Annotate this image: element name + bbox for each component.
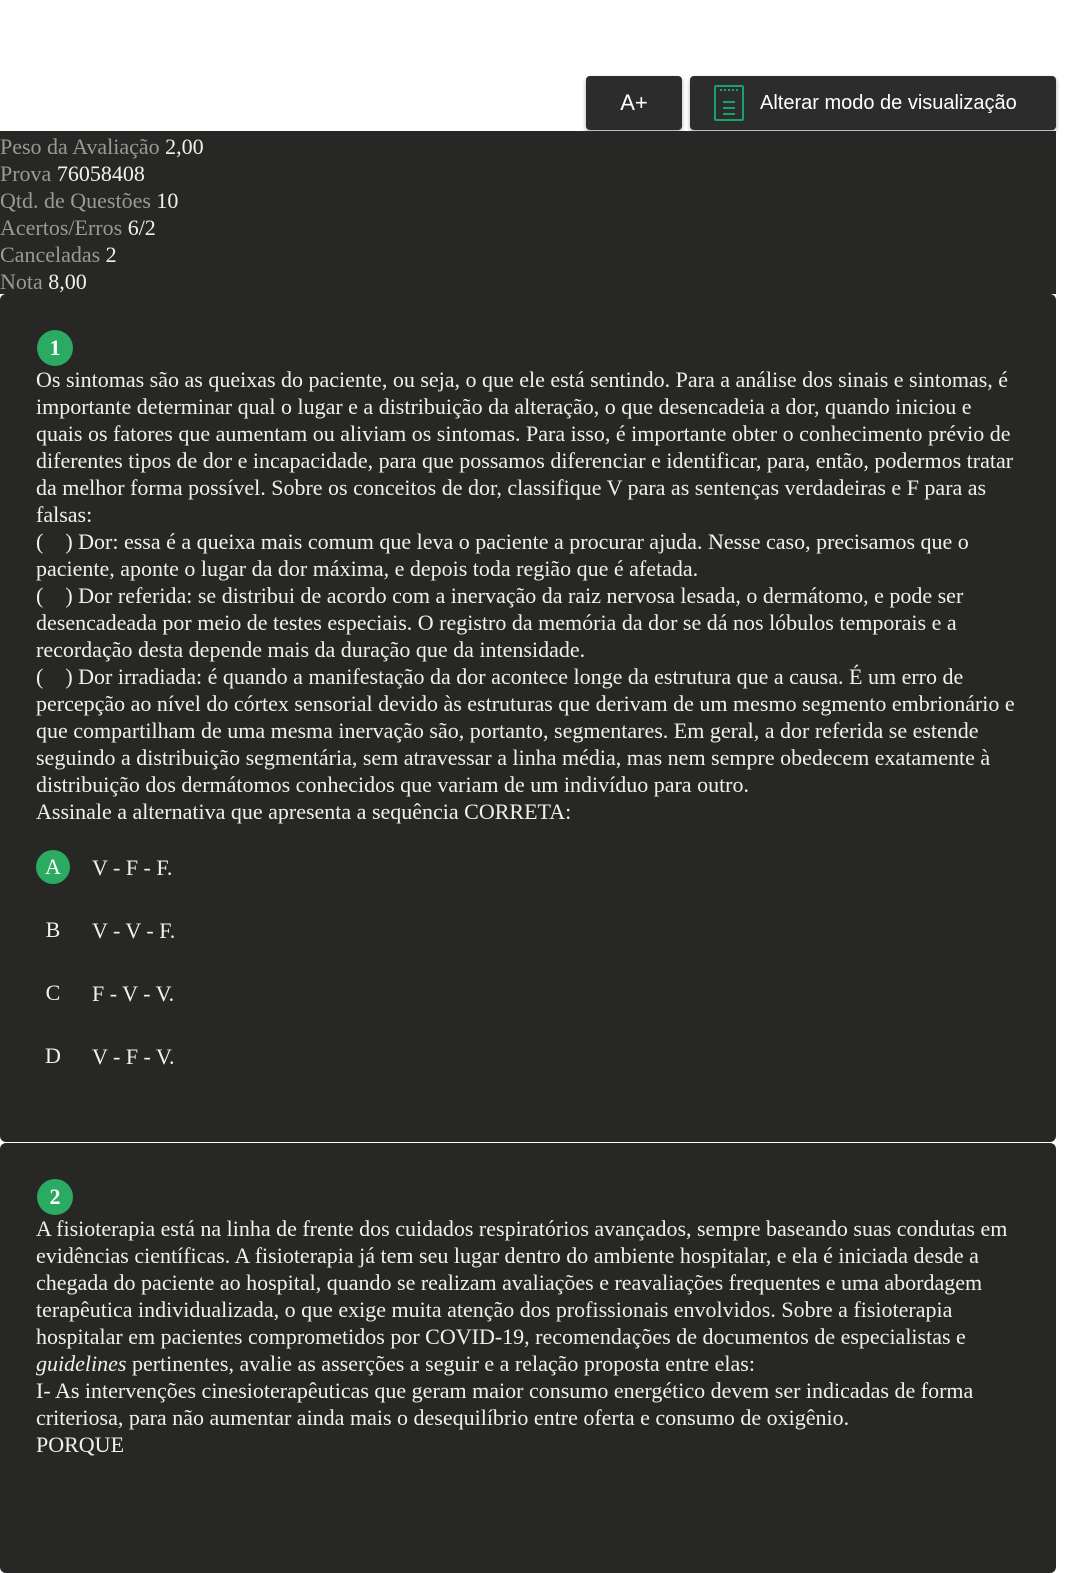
question-card-2 <box>0 1143 1056 1573</box>
summary-row-exam: Prova 76058408 <box>0 161 145 186</box>
option-letter: D <box>45 1042 61 1068</box>
question-intro: A fisioterapia está na linha de frente dos cuidados respiratórios avançados, sempre baseando suas condutas em evidências científicas. A fisioterapia já tem seu lugar dentro do ambiente hospitalar, e ela é iniciada desde a chegada do paciente ao hospital, quando se realizam avaliações e reavaliações frequentes e uma abordagem terapêutica individualizada, o que exige muita atenção dos profissionais envolvidos. Sobre a fisioterapia hospitalar em pacientes comprometidos por COVID-19, recomendações de documentos de especialistas e guidelines pertinentes, avalie as asserções a seguir e a relação proposta entre elas: <box>36 1216 1008 1376</box>
summary-row-weight: Peso da Avaliação 2,00 <box>0 134 204 159</box>
summary-row-cancelled: Canceladas 2 <box>0 242 117 267</box>
question-paragraph: Os sintomas são as queixas do paciente, ou seja, o que ele está sentindo. Para a análise dos sinais e sintomas, é importante determinar qual o lugar e a distribuição da alteração, o que desencadeia a dor, quando iniciou e quais os fatores que aumentam ou aliviam os sintomas. Para isso, é importante obter o conhecimento prévio de diferentes tipos de dor e incapacidade, para que possamos diferenciar e identificar, para, então, podermos tratar da melhor forma possível. Sobre os conceitos de dor, classifique V para as sentenças verdadeiras e F para as falsas: <box>36 367 1014 527</box>
option-letter: B <box>45 916 61 942</box>
option-c[interactable] <box>36 969 1020 1032</box>
summary-row-question-count: Qtd. de Questões 10 <box>0 188 179 213</box>
question-statement <box>36 366 1020 825</box>
document-view-icon <box>714 85 744 121</box>
option-d[interactable] <box>36 1032 1020 1095</box>
question-number-badge: 1 <box>37 330 73 366</box>
option-letter-correct: A <box>36 850 70 884</box>
option-letter: C <box>45 979 61 1005</box>
answer-options <box>36 843 1020 1095</box>
font-size-increase-button[interactable]: A+ <box>586 76 682 130</box>
question-paragraph: Assinale a alternativa que apresenta a sequência CORRETA: <box>36 799 572 824</box>
option-a[interactable] <box>36 843 1020 906</box>
summary-row-hits-errors: Acertos/Erros 6/2 <box>0 215 156 240</box>
assertion-1: I- As intervenções cinesioterapêuticas que geram maior consumo energético devem ser indicadas de forma criteriosa, para não aumentar ainda mais o desequilíbrio entre oferta e consumo de oxigênio. <box>36 1378 974 1430</box>
view-mode-button[interactable] <box>690 76 1056 130</box>
question-card-1 <box>0 294 1056 1142</box>
exam-summary <box>0 131 1056 294</box>
italic-term: guidelines <box>36 1351 127 1376</box>
summary-row-grade: Nota 8,00 <box>0 269 87 294</box>
question-paragraph: ( ) Dor irradiada: é quando a manifestação da dor acontece longe da estrutura que a causa. É um erro de percepção ao nível do córtex sensorial devido às estruturas que derivam de um mesmo segmento embrionário e que compartilham de uma mesma inervação são, portanto, segmentares. Em geral, a dor referida se estende seguindo a distribuição segmentária, sem atravessar a linha média, mas nem sempre obedecem exatamente à distribuição dos dermátomos conhecidos que variam de um indivíduo para outro. <box>36 664 1021 797</box>
question-statement <box>36 1215 1020 1458</box>
question-paragraph: ( ) Dor: essa é a queixa mais comum que leva o paciente a procurar ajuda. Nesse caso, precisamos que o paciente, aponte o lugar da dor máxima, e depois toda região que é afetada. <box>36 529 975 581</box>
option-b[interactable] <box>36 906 1020 969</box>
option-text: V - V - F. <box>92 917 176 943</box>
option-text: V - F - F. <box>92 854 173 880</box>
option-text: F - V - V. <box>92 980 175 1006</box>
question-paragraph: ( ) Dor referida: se distribui de acordo com a inervação da raiz nervosa lesada, o dermátomo, e pode ser desencadeada por meio de testes especiais. O registro da memória da dor se dá nos lóbulos temporais e a recordação desta depende mais da duração que da intensidade. <box>36 583 969 662</box>
option-text: V - F - V. <box>92 1043 175 1069</box>
question-number-badge: 2 <box>37 1179 73 1215</box>
view-mode-label: Alterar modo de visualização <box>760 91 1017 114</box>
connector-text: PORQUE <box>36 1432 125 1457</box>
